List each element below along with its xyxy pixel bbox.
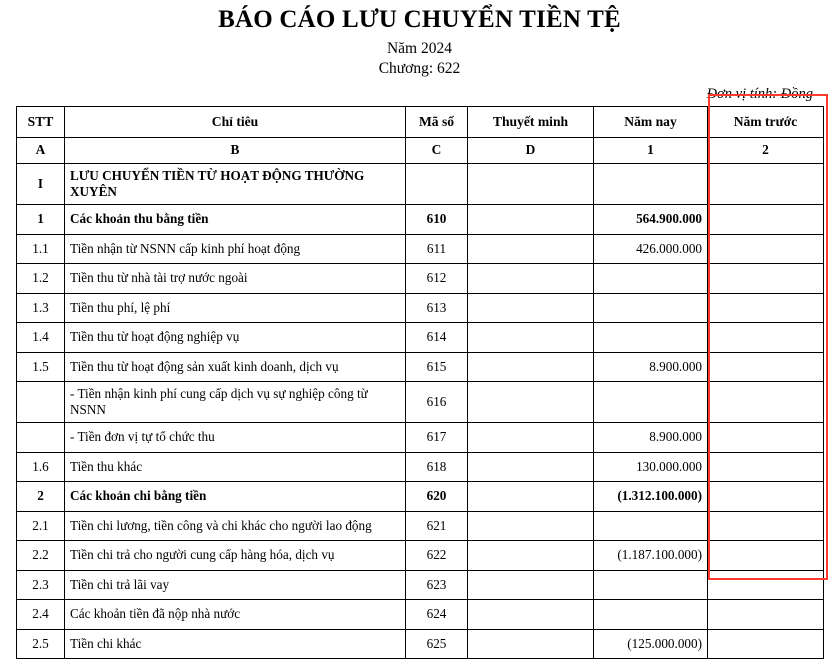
row-indicator: - Tiền nhận kinh phí cung cấp dịch vụ sự nghiệp công từ NSNN xyxy=(65,382,406,423)
row-code xyxy=(406,164,468,205)
row-previous-year xyxy=(708,600,824,630)
table-row xyxy=(17,205,824,235)
table-row xyxy=(17,234,824,264)
table-letter-row xyxy=(17,138,824,164)
table-row xyxy=(17,293,824,323)
column-header-previous-year: Năm trước xyxy=(708,107,824,138)
row-note xyxy=(468,511,594,541)
row-code: 618 xyxy=(406,452,468,482)
row-previous-year xyxy=(708,452,824,482)
report-year: Năm 2024 xyxy=(386,40,452,57)
row-stt xyxy=(17,382,65,423)
row-note xyxy=(468,382,594,423)
row-indicator: Tiền chi khác xyxy=(65,629,406,659)
table-row xyxy=(17,452,824,482)
row-indicator: Các khoản chi bằng tiền xyxy=(65,482,406,512)
table-row xyxy=(17,600,824,630)
column-header-code: Mã số xyxy=(406,107,468,138)
row-indicator: Các khoản thu bằng tiền xyxy=(65,205,406,235)
row-note xyxy=(468,205,594,235)
table-row xyxy=(17,423,824,453)
row-stt: 2.1 xyxy=(17,511,65,541)
column-letter-note: D xyxy=(468,138,594,164)
row-indicator: - Tiền đơn vị tự tổ chức thu xyxy=(65,423,406,453)
row-note xyxy=(468,423,594,453)
row-code: 612 xyxy=(406,264,468,294)
column-letter-previous-year: 2 xyxy=(708,138,824,164)
row-indicator: Tiền thu từ hoạt động sản xuất kinh doanh, dịch vụ xyxy=(65,352,406,382)
row-current-year: (125.000.000) xyxy=(594,629,708,659)
currency-unit-note: Đơn vị tính: Đồng xyxy=(706,86,813,102)
row-previous-year xyxy=(708,511,824,541)
column-header-note: Thuyết minh xyxy=(468,107,594,138)
row-previous-year xyxy=(708,205,824,235)
row-stt: 1.2 xyxy=(17,264,65,294)
row-indicator: Tiền thu từ hoạt động nghiệp vụ xyxy=(65,323,406,353)
row-previous-year xyxy=(708,234,824,264)
table-row xyxy=(17,541,824,571)
row-stt xyxy=(17,423,65,453)
row-note xyxy=(468,234,594,264)
table-row xyxy=(17,570,824,600)
cash-flow-table xyxy=(16,106,824,659)
page-title: BÁO CÁO LƯU CHUYỂN TIỀN TỆ xyxy=(218,6,621,33)
row-note xyxy=(468,264,594,294)
row-current-year xyxy=(594,264,708,294)
column-header-indicator: Chỉ tiêu xyxy=(65,107,406,138)
row-note xyxy=(468,570,594,600)
row-stt: 2.3 xyxy=(17,570,65,600)
row-current-year: (1.312.100.000) xyxy=(594,482,708,512)
row-previous-year xyxy=(708,570,824,600)
column-header-stt: STT xyxy=(17,107,65,138)
row-indicator: LƯU CHUYỂN TIỀN TỪ HOẠT ĐỘNG THƯỜNG XUYÊN xyxy=(65,164,406,205)
row-code: 622 xyxy=(406,541,468,571)
row-previous-year xyxy=(708,382,824,423)
row-current-year: 426.000.000 xyxy=(594,234,708,264)
row-note xyxy=(468,541,594,571)
row-code: 620 xyxy=(406,482,468,512)
row-stt: 2.5 xyxy=(17,629,65,659)
row-note xyxy=(468,482,594,512)
row-previous-year xyxy=(708,541,824,571)
row-note xyxy=(468,323,594,353)
column-letter-code: C xyxy=(406,138,468,164)
report-page xyxy=(0,6,839,651)
row-indicator: Tiền thu khác xyxy=(65,452,406,482)
row-code: 617 xyxy=(406,423,468,453)
row-code: 611 xyxy=(406,234,468,264)
row-code: 616 xyxy=(406,382,468,423)
table-row xyxy=(17,323,824,353)
row-note xyxy=(468,629,594,659)
row-indicator: Tiền thu phí, lệ phí xyxy=(65,293,406,323)
row-stt: 1.4 xyxy=(17,323,65,353)
row-code: 624 xyxy=(406,600,468,630)
table-row xyxy=(17,264,824,294)
row-stt: 2.4 xyxy=(17,600,65,630)
table-row xyxy=(17,382,824,423)
row-stt: 1.3 xyxy=(17,293,65,323)
row-code: 613 xyxy=(406,293,468,323)
row-code: 625 xyxy=(406,629,468,659)
table-header-row xyxy=(17,107,824,138)
row-previous-year xyxy=(708,164,824,205)
row-code: 614 xyxy=(406,323,468,353)
row-code: 623 xyxy=(406,570,468,600)
row-code: 610 xyxy=(406,205,468,235)
row-previous-year xyxy=(708,352,824,382)
table-row xyxy=(17,482,824,512)
row-note xyxy=(468,352,594,382)
row-note xyxy=(468,452,594,482)
row-code: 621 xyxy=(406,511,468,541)
column-letter-stt: A xyxy=(17,138,65,164)
row-indicator: Các khoản tiền đã nộp nhà nước xyxy=(65,600,406,630)
row-previous-year xyxy=(708,293,824,323)
row-stt: 2 xyxy=(17,482,65,512)
row-stt: 1.1 xyxy=(17,234,65,264)
row-stt: 1.5 xyxy=(17,352,65,382)
row-current-year xyxy=(594,382,708,423)
row-stt: I xyxy=(17,164,65,205)
row-previous-year xyxy=(708,482,824,512)
row-indicator: Tiền chi lương, tiền công và chi khác cho người lao động xyxy=(65,511,406,541)
column-letter-indicator: B xyxy=(65,138,406,164)
row-indicator: Tiền nhận từ NSNN cấp kinh phí hoạt động xyxy=(65,234,406,264)
table-body xyxy=(17,164,824,659)
row-stt: 1.6 xyxy=(17,452,65,482)
row-indicator: Tiền chi trả cho người cung cấp hàng hóa, dịch vụ xyxy=(65,541,406,571)
table-row xyxy=(17,164,824,205)
row-current-year xyxy=(594,323,708,353)
row-previous-year xyxy=(708,264,824,294)
row-current-year: 564.900.000 xyxy=(594,205,708,235)
row-current-year xyxy=(594,164,708,205)
row-current-year xyxy=(594,570,708,600)
row-note xyxy=(468,164,594,205)
table-row xyxy=(17,511,824,541)
table-row xyxy=(17,629,824,659)
column-header-current-year: Năm nay xyxy=(594,107,708,138)
row-indicator: Tiền chi trả lãi vay xyxy=(65,570,406,600)
row-stt: 1 xyxy=(17,205,65,235)
row-stt: 2.2 xyxy=(17,541,65,571)
row-previous-year xyxy=(708,629,824,659)
row-current-year xyxy=(594,293,708,323)
row-current-year: (1.187.100.000) xyxy=(594,541,708,571)
row-note xyxy=(468,600,594,630)
row-previous-year xyxy=(708,323,824,353)
table-row xyxy=(17,352,824,382)
row-current-year: 8.900.000 xyxy=(594,423,708,453)
row-note xyxy=(468,293,594,323)
row-previous-year xyxy=(708,423,824,453)
row-current-year xyxy=(594,511,708,541)
row-indicator: Tiền thu từ nhà tài trợ nước ngoài xyxy=(65,264,406,294)
row-current-year xyxy=(594,600,708,630)
row-current-year: 8.900.000 xyxy=(594,352,708,382)
row-code: 615 xyxy=(406,352,468,382)
report-chapter: Chương: 622 xyxy=(378,60,461,77)
column-letter-current-year: 1 xyxy=(594,138,708,164)
row-current-year: 130.000.000 xyxy=(594,452,708,482)
